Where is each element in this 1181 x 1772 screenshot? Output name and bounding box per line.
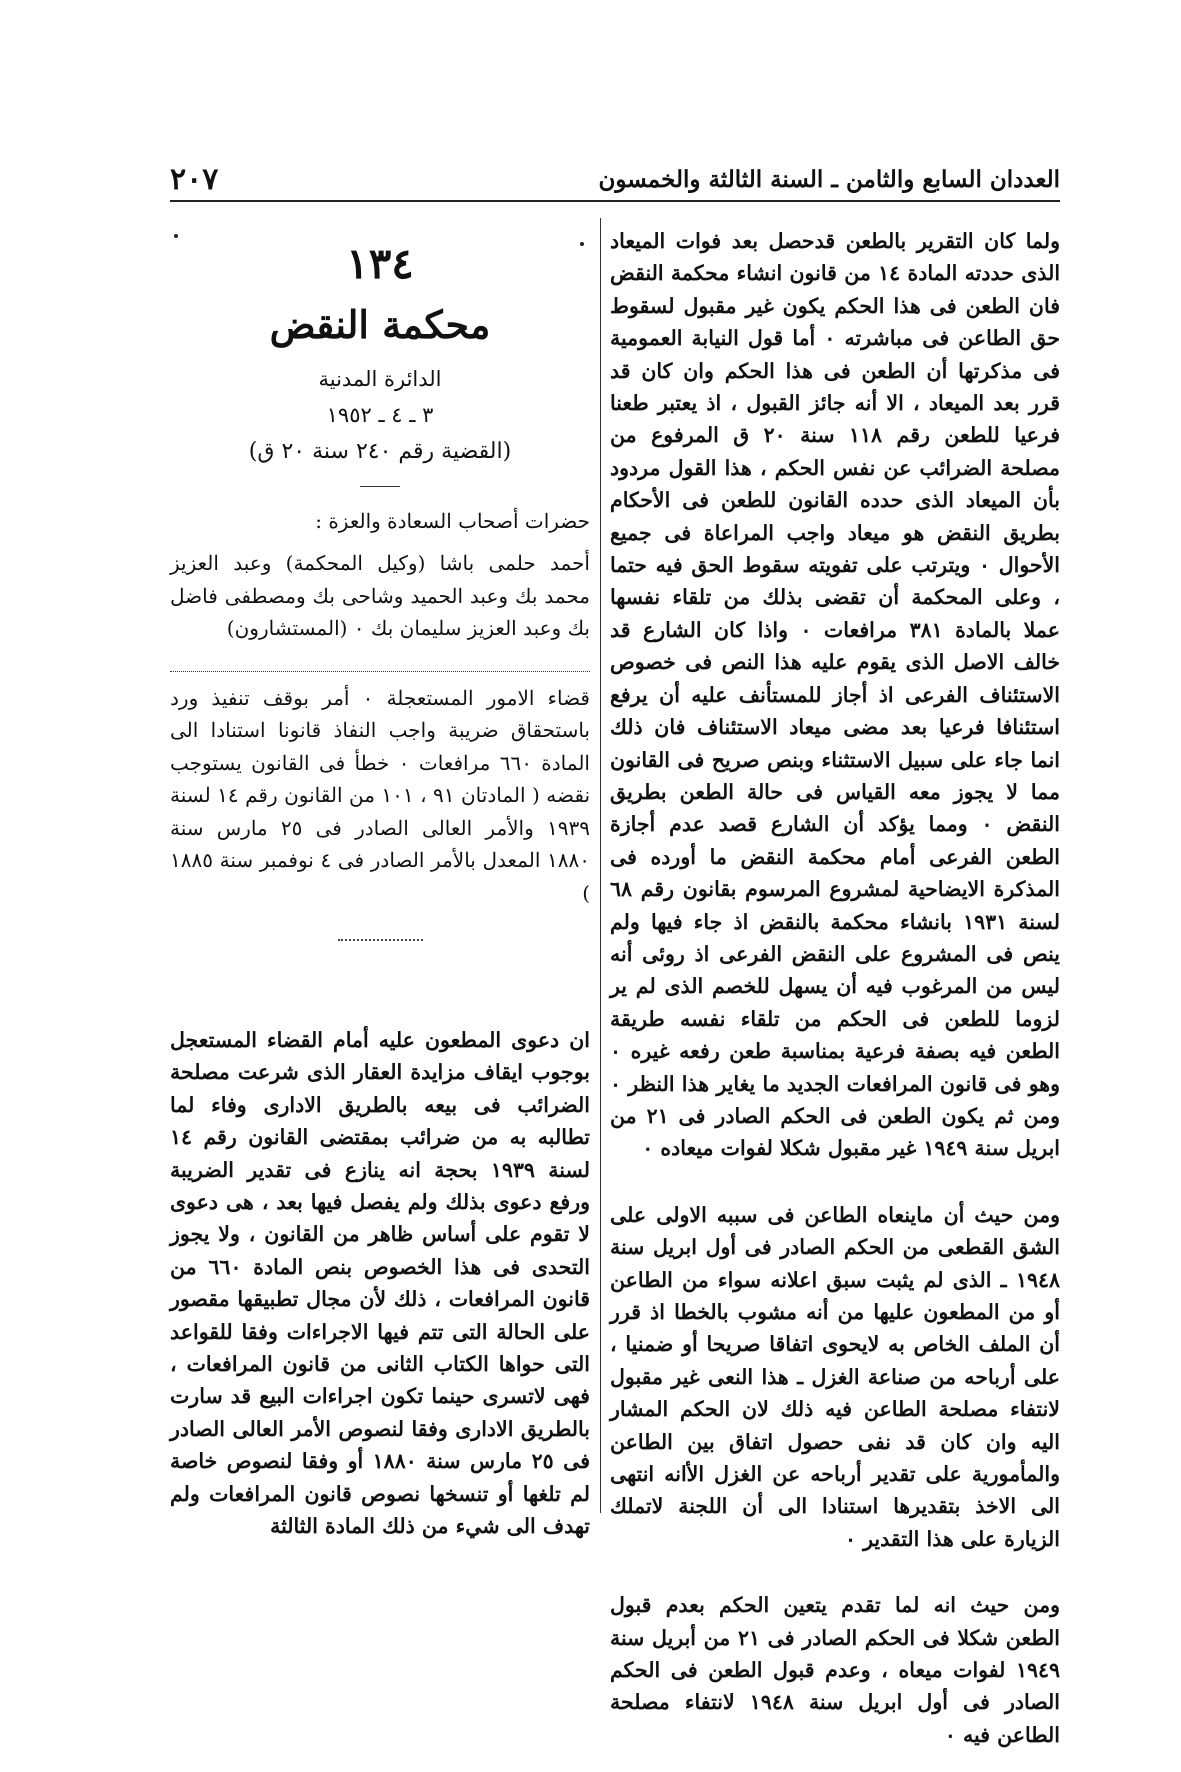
case-heading-block	[170, 236, 590, 941]
case-date: ٣ ـ ٤ ـ ١٩٥٢	[326, 403, 434, 427]
case-summary: قضاء الامور المستعجلة ٠ أمر بوقف تنفيذ ورد باستحقاق ضريبة واجب النفاذ قانونا استنادا الى المادة ٦٦٠ مرافعات ٠ خطأ فى القانون يستوجب نقضه ( المادتان ٩١ ، ١٠١ من القانون رقم ١٤ لسنة ١٩٣٩ والأمر العالى الصادر فى ٢٥ مارس سنة ١٨٨٠ المعدل بالأمر الصادر فى ٤ نوفمبر سنة ١٨٨٥ )	[170, 685, 591, 905]
judges-list: أحمد حلمى باشا (وكيل المحكمة) وعبد العزيز محمد بك وعبد الحميد وشاحى بك ومصطفى فاضل بك وعبد العزيز سليمان بك ٠ (المستشارون)	[170, 551, 590, 640]
paragraph: ان دعوى المطعون عليه أمام القضاء المستعجل بوجوب ايقاف مزايدة العقار الذى شرعت مصلحة الضرائب فى بيعه بالطريق الادارى وفاء لما تطالبه به من ضرائب بمقتضى القانون رقم ١٤ لسنة ١٩٣٩ بحجة انه ينازع فى تقدير الضريبة ورفع دعوى بذلك ولم يفصل فيها بعد ، هى دعوى لا تقوم على أساس ظاهر من القانون ، ولا يجوز التحدى فى هذا الخصوص بنص المادة ٦٦٠ من قانون المرافعات ، ذلك لأن مجال تطبيقها مقصور على الحالة التى تتم فيها الاجراءات وفقا للقواعد التى حواها الكتاب الثانى من قانون المرافعات ، فهى لاتسرى حينما تكون اجراءات البيع قد سارت بالطريق الادارى وفقا لنصوص الأمر العالى الصادر فى ٢٥ مارس سنة ١٨٨٠ أو وفقا لنصوص خاصة لم تلغها أو تنسخها نصوص قانون المرافعات ولم تهدف الى شيء من ذلك المادة الثالثة	[170, 1028, 591, 1539]
header-rule	[170, 200, 1060, 202]
case-number: ١٣٤	[346, 239, 414, 288]
presence-heading: حضرات أصحاب السعادة والعزة :	[315, 509, 590, 533]
page-header	[170, 162, 1060, 202]
right-column	[610, 225, 1060, 1751]
paragraph: ولما كان التقرير بالطعن قدحصل بعد فوات الميعاد الذى حددته المادة ١٤ من قانون انشاء محكمة النقض فان الطعن فى هذا الحكم يكون غير مقبول لسقوط حق الطاعن فى مباشرته ٠ أما قول النيابة العمومية فى مذكرتها أن الطعن فى هذا الحكم وان كان قد قرر بعد الميعاد ، الا أنه جائز القبول ، اذ يعتبر طعنا فرعيا للطعن رقم ١١٨ سنة ٢٠ ق المرفوع من مصلحة الضرائب عن نفس الحكم ، هذا القول مردود بأن الميعاد الذى حدده القانون للطعن فى الأحكام بطريق النقض هو ميعاد واجب المراعاة فى جميع الأحوال ٠ ويترتب على تفويته سقوط الحق فيه حتما ، وعلى المحكمة أن تقضى بذلك من تلقاء نفسها عملا بالمادة ٣٨١ مرافعات ٠ واذا كان الشارع قد خالف الاصل الذى يقوم عليه هذا النص فى خصوص الاستئناف الفرعى اذ أجاز للمستأنف عليه أن يرفع استئنافا فرعيا بعد مضى ميعاد الاستئناف فان ذلك انما جاء على سبيل الاستثناء وبنص صريح فى القانون مما لا يجوز معه القياس فى حالة الطعن بطريق النقض ٠ ومما يؤكد أن الشارع قصد عدم أجازة الطعن الفرعى أمام محكمة النقض ما أورده فى المذكرة الايضاحية لمشروع المرسوم بقانون رقم ٦٨ لسنة ١٩٣١ بانشاء محكمة بالنقض اذ جاء فيها ولم ينص فى المشروع على النقض الفرعى اذ روئى أنه ليس من المرغوب فيه أن يسهل للخصم الذى لم ير لزوما للطعن فى الحكم من تلقاء نفسه طريقة الطعن فيه بصفة فرعية بمناسبة طعن رفعه غيره ٠ وهو فى قانون المرافعات الجديد ما يغاير هذا النظر ٠ ومن ثم يكون الطعن فى الحكم الصادر فى ٢١ من ابريل سنة ١٩٤٩ غير مقبول شكلا لفوات ميعاده ٠	[610, 229, 1061, 1161]
dotted-separator	[338, 939, 423, 941]
page-number: ٢٠٧	[170, 162, 219, 197]
court-name: محكمة النقض	[269, 302, 491, 347]
circuit-name: الدائرة المدنية	[318, 367, 442, 391]
paragraph: ومن حيث انه لما تقدم يتعين الحكم بعدم قبول الطعن شكلا فى الحكم الصادر فى ٢١ من أبريل سنة ١٩٤٩ لفوات ميعاه ، وعدم قبول الطعن فى الحكم الصادر فى أول ابريل سنة ١٩٤٨ لانتفاء مصلحة الطاعن فيه ٠	[610, 1593, 1060, 1747]
ruling-body	[170, 1024, 590, 1543]
column-divider	[600, 218, 601, 1513]
scan-speck	[174, 234, 178, 238]
paragraph: ومن حيث أن ماينعاه الطاعن فى سببه الاولى على الشق القطعى من الحكم الصادر فى أول ابريل سنة ١٩٤٨ ـ الذى لم يثبت سبق اعلانه سواء من الطاعن أو من المطعون عليها من أنه مشوب بالخطا اذ قرر أن الملف الخاص به لايحوى اتفاقا صريحا أو ضمنيا ، على أرباحه من صناعة الغزل ـ هذا النعى غير مقبول لانتفاء مصلحة الطاعن فيه ذلك لان الحكم المشار اليه وان كان قد نفى حصول اتفاق بين الطاعن والمأمورية على تقدير أرباحه عن الغزل الأانه انتهى الى الاخذ بتقديرها استنادا الى أن اللجنة لاتملك الزيارة على هذا التقدير ٠	[610, 1202, 1060, 1551]
summary-rule	[170, 671, 590, 672]
scan-speck	[580, 242, 584, 246]
short-rule	[360, 486, 400, 487]
case-reference: (القضية رقم ٢٤٠ سنة ٢٠ ق)	[248, 439, 512, 464]
running-head: العددان السابع والثامن ـ السنة الثالثة والخمسون	[598, 166, 1060, 193]
